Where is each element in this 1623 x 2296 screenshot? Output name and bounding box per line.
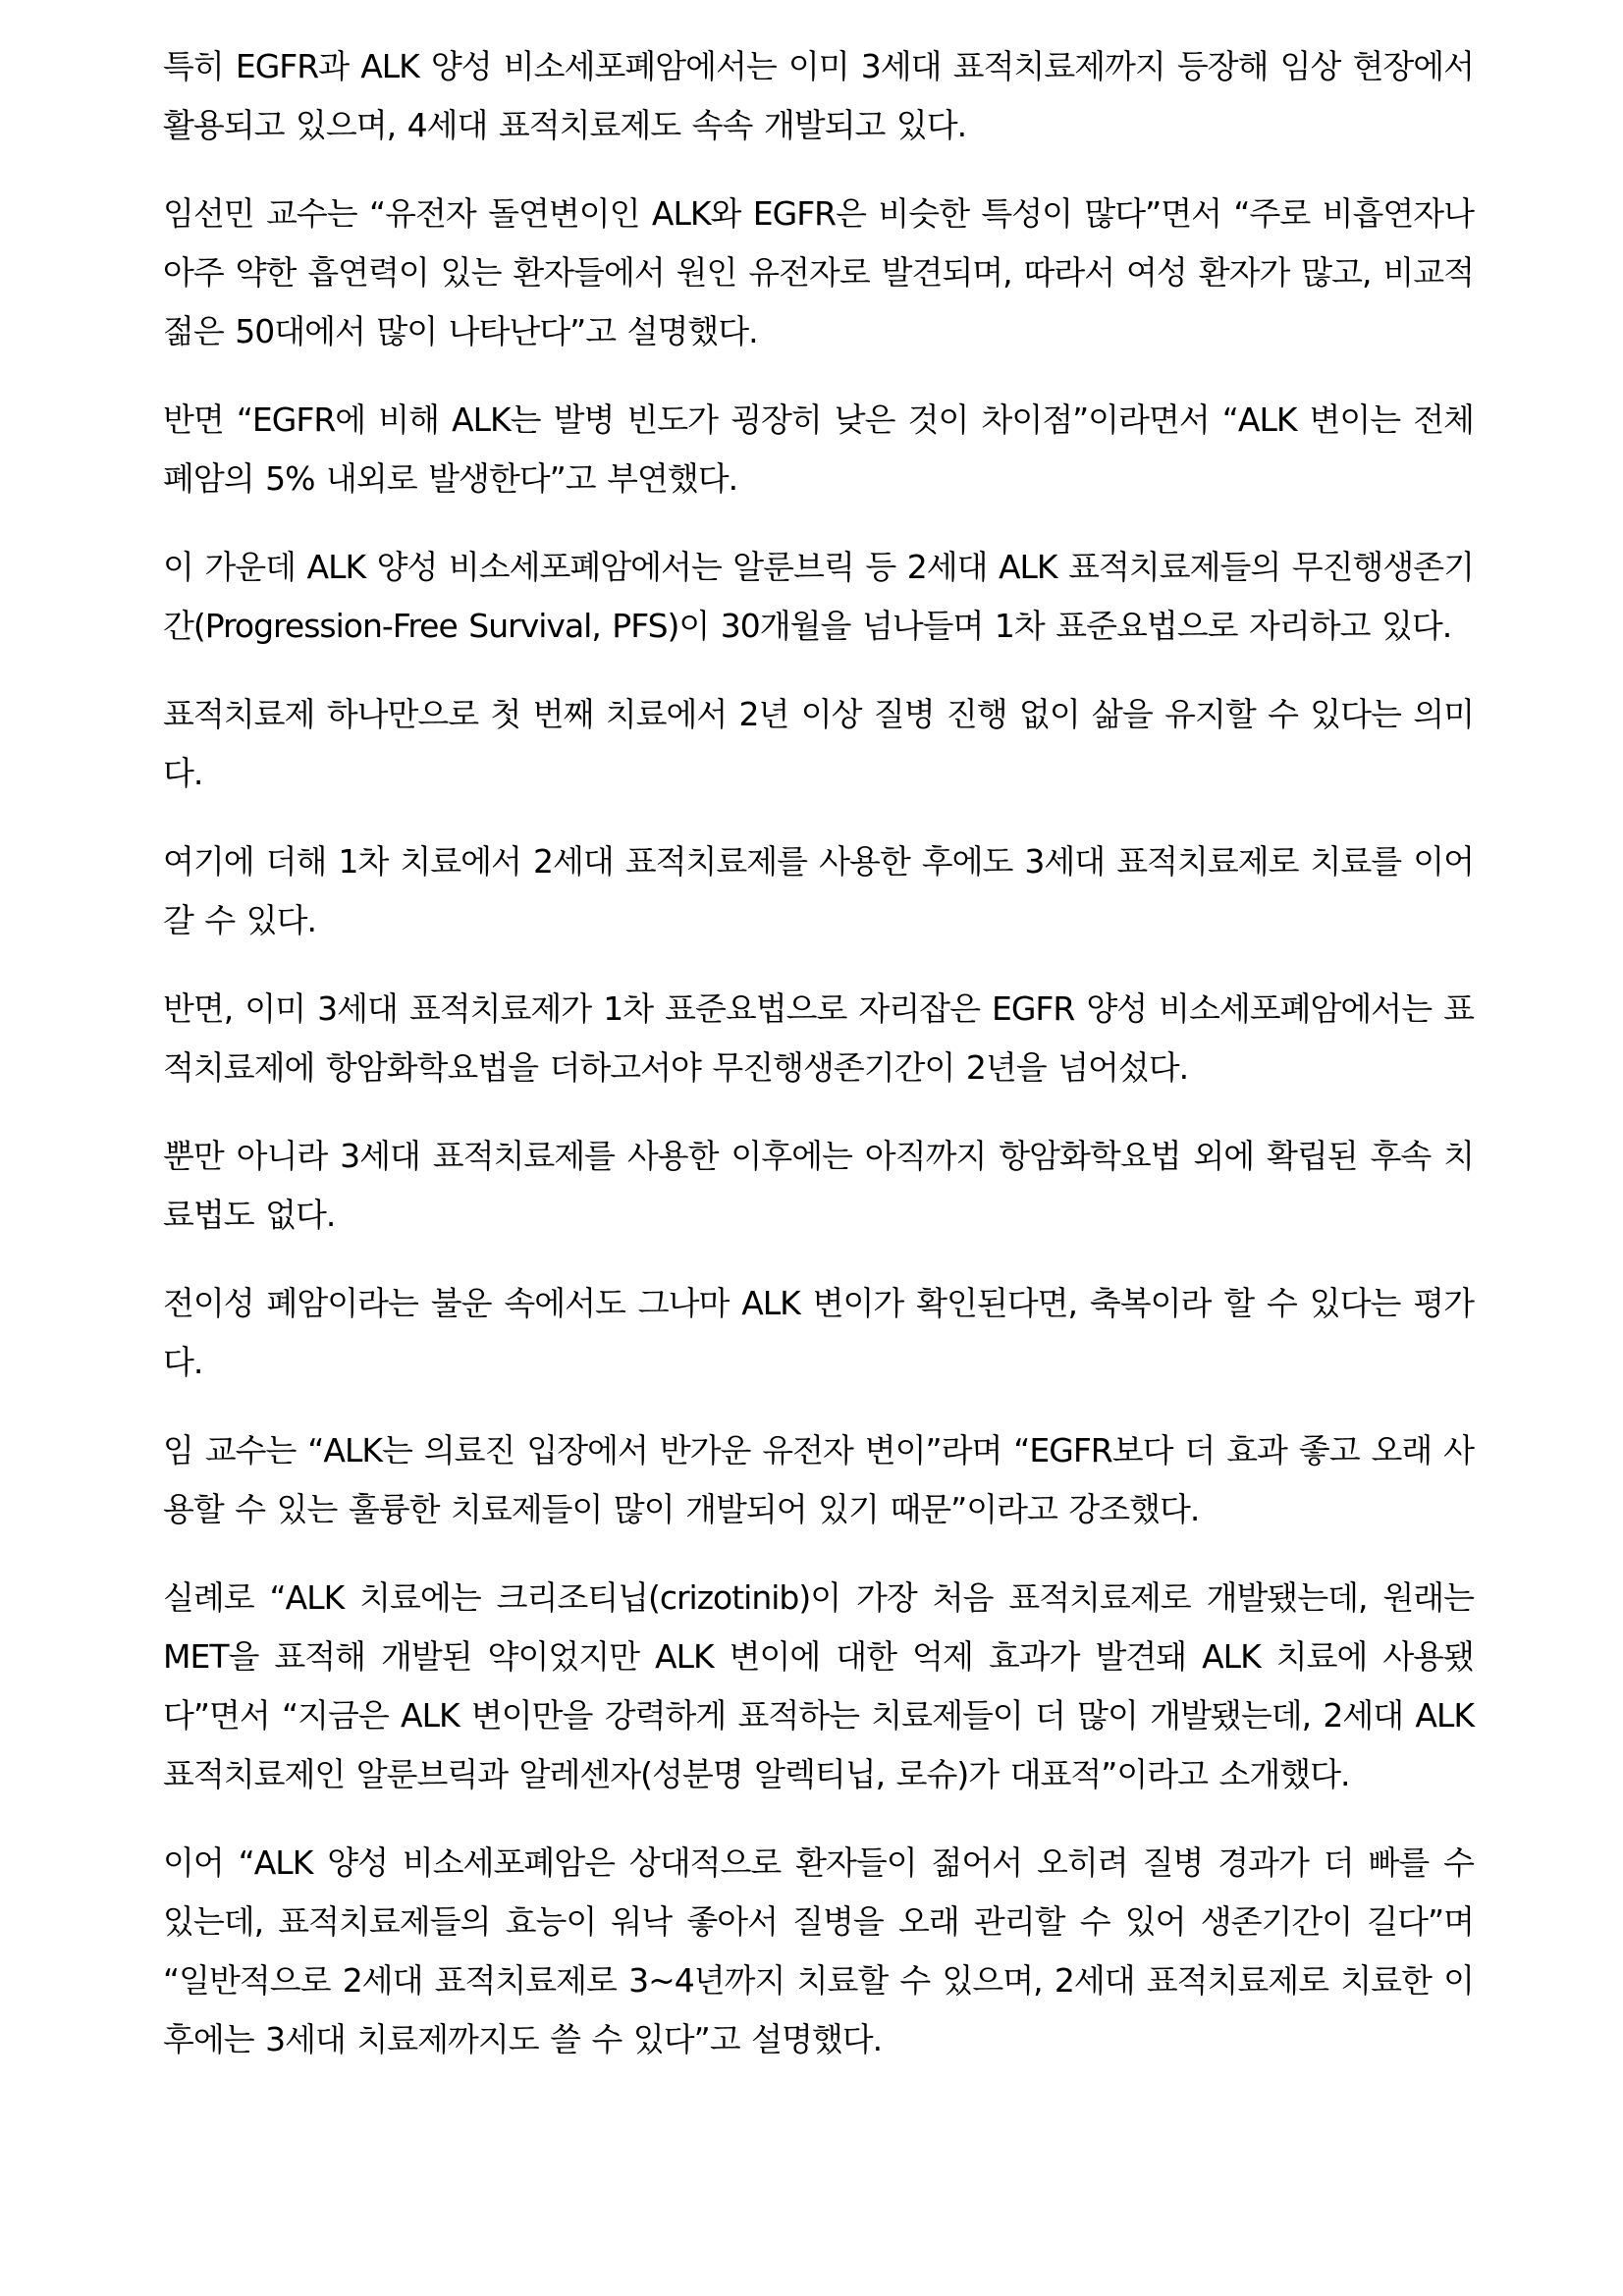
paragraph-1: 특히 EGFR과 ALK 양성 비소세포폐암에서는 이미 3세대 표적치료제까지 등장해 임상 현장에서 활용되고 있으며, 4세대 표적치료제도 속속 개발되고 있다. [163,47,1474,144]
paragraph-9: 전이성 폐암이라는 불운 속에서도 그나마 ALK 변이가 확인된다면, 축복이라 할 수 있다는 평가다. [163,1284,1474,1381]
paragraph-4: 이 가운데 ALK 양성 비소세포폐암에서는 알룬브릭 등 2세대 ALK 표적치료제들의 무진행생존기간(Progression-Free Survival, PFS)이 30개월을 넘나들며 1차 표준요법으로 자리하고 있다. [163,548,1474,645]
paragraph-5: 표적치료제 하나만으로 첫 번째 치료에서 2년 이상 질병 진행 없이 삶을 유지할 수 있다는 의미다. [163,695,1474,792]
article-body [163,37,1474,2099]
paragraph-10: 임 교수는 “ALK는 의료진 입장에서 반가운 유전자 변이”라며 “EGFR보다 더 효과 좋고 오래 사용할 수 있는 훌륭한 치료제들이 많이 개발되어 있기 때문”이라고 강조했다. [163,1431,1474,1528]
paragraph-3: 반면 “EGFR에 비해 ALK는 발병 빈도가 굉장히 낮은 것이 차이점”이라면서 “ALK 변이는 전체 폐암의 5% 내외로 발생한다”고 부연했다. [163,400,1474,498]
paragraph-6: 여기에 더해 1차 치료에서 2세대 표적치료제를 사용한 후에도 3세대 표적치료제로 치료를 이어갈 수 있다. [163,842,1474,939]
paragraph-7: 반면, 이미 3세대 표적치료제가 1차 표준요법으로 자리잡은 EGFR 양성 비소세포폐암에서는 표적치료제에 항암화학요법을 더하고서야 무진행생존기간이 2년을 넘어섰다. [163,989,1474,1087]
paragraph-2: 임선민 교수는 “유전자 돌연변이인 ALK와 EGFR은 비슷한 특성이 많다”면서 “주로 비흡연자나 아주 약한 흡연력이 있는 환자들에서 원인 유전자로 발견되며, 따라서 여성 환자가 많고, 비교적 젊은 50대에서 많이 나타난다”고 설명했다. [163,194,1474,350]
paragraph-8: 뿐만 아니라 3세대 표적치료제를 사용한 이후에는 아직까지 항암화학요법 외에 확립된 후속 치료법도 없다. [163,1137,1474,1234]
paragraph-11: 실례로 “ALK 치료에는 크리조티닙(crizotinib)이 가장 처음 표적치료제로 개발됐는데, 원래는 MET을 표적해 개발된 약이었지만 ALK 변이에 대한 억제 효과가 발견돼 ALK 치료에 사용됐다”면서 “지금은 ALK 변이만을 강력하게 표적하는 치료제들이 더 많이 개발됐는데, 2세대 ALK 표적치료제인 알룬브릭과 알레센자(성분명 알렉티닙, 로슈)가 대표적”이라고 소개했다. [163,1578,1474,1793]
paragraph-12: 이어 “ALK 양성 비소세포폐암은 상대적으로 환자들이 젊어서 오히려 질병 경과가 더 빠를 수 있는데, 표적치료제들의 효능이 워낙 좋아서 질병을 오래 관리할 수 있어 생존기간이 길다”며 “일반적으로 2세대 표적치료제로 3~4년까지 치료할 수 있으며, 2세대 표적치료제로 치료한 이후에는 3세대 치료제까지도 쓸 수 있다”고 설명했다. [163,1843,1474,2058]
